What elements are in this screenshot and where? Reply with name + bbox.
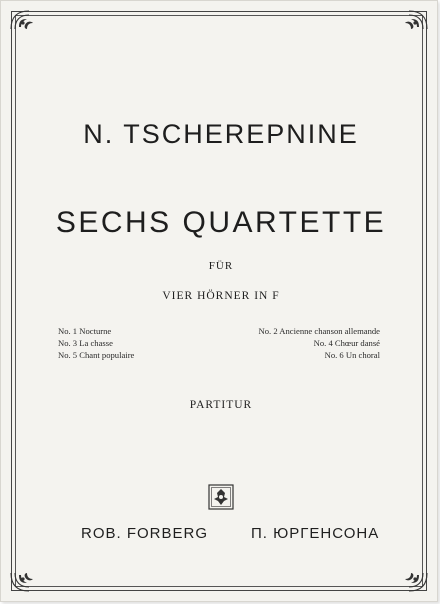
ornamental-corner-icon	[389, 553, 429, 593]
publisher-cyrillic: П. ЮРГЕНСОНА	[251, 525, 380, 542]
instrumentation: VIER HÖRNER IN F	[162, 290, 280, 302]
ornamental-corner-icon	[9, 9, 49, 49]
edition-label: PARTITUR	[189, 399, 253, 411]
piece-list-right	[259, 325, 380, 361]
piece-item: No. 4 Chœur dansé	[313, 338, 380, 348]
piece-item: No. 2 Ancienne chanson allemande	[258, 326, 380, 336]
for-label: FÜR	[208, 260, 234, 272]
publisher-latin: ROB. FORBERG	[81, 525, 209, 542]
composer-name: N. TSCHEREPNINE	[83, 119, 359, 149]
ornamental-corner-icon	[389, 9, 429, 49]
work-title: SECHS QUARTETTE	[55, 206, 387, 239]
piece-item: No. 5 Chant populaire	[58, 350, 135, 360]
piece-item: No. 1 Nocturne	[58, 326, 112, 336]
piece-list-left	[58, 325, 134, 361]
ornamental-corner-icon	[9, 553, 49, 593]
piece-item: No. 3 La chasse	[58, 338, 113, 348]
piece-item: No. 6 Un choral	[324, 350, 380, 360]
publisher-emblem-icon	[207, 483, 235, 511]
